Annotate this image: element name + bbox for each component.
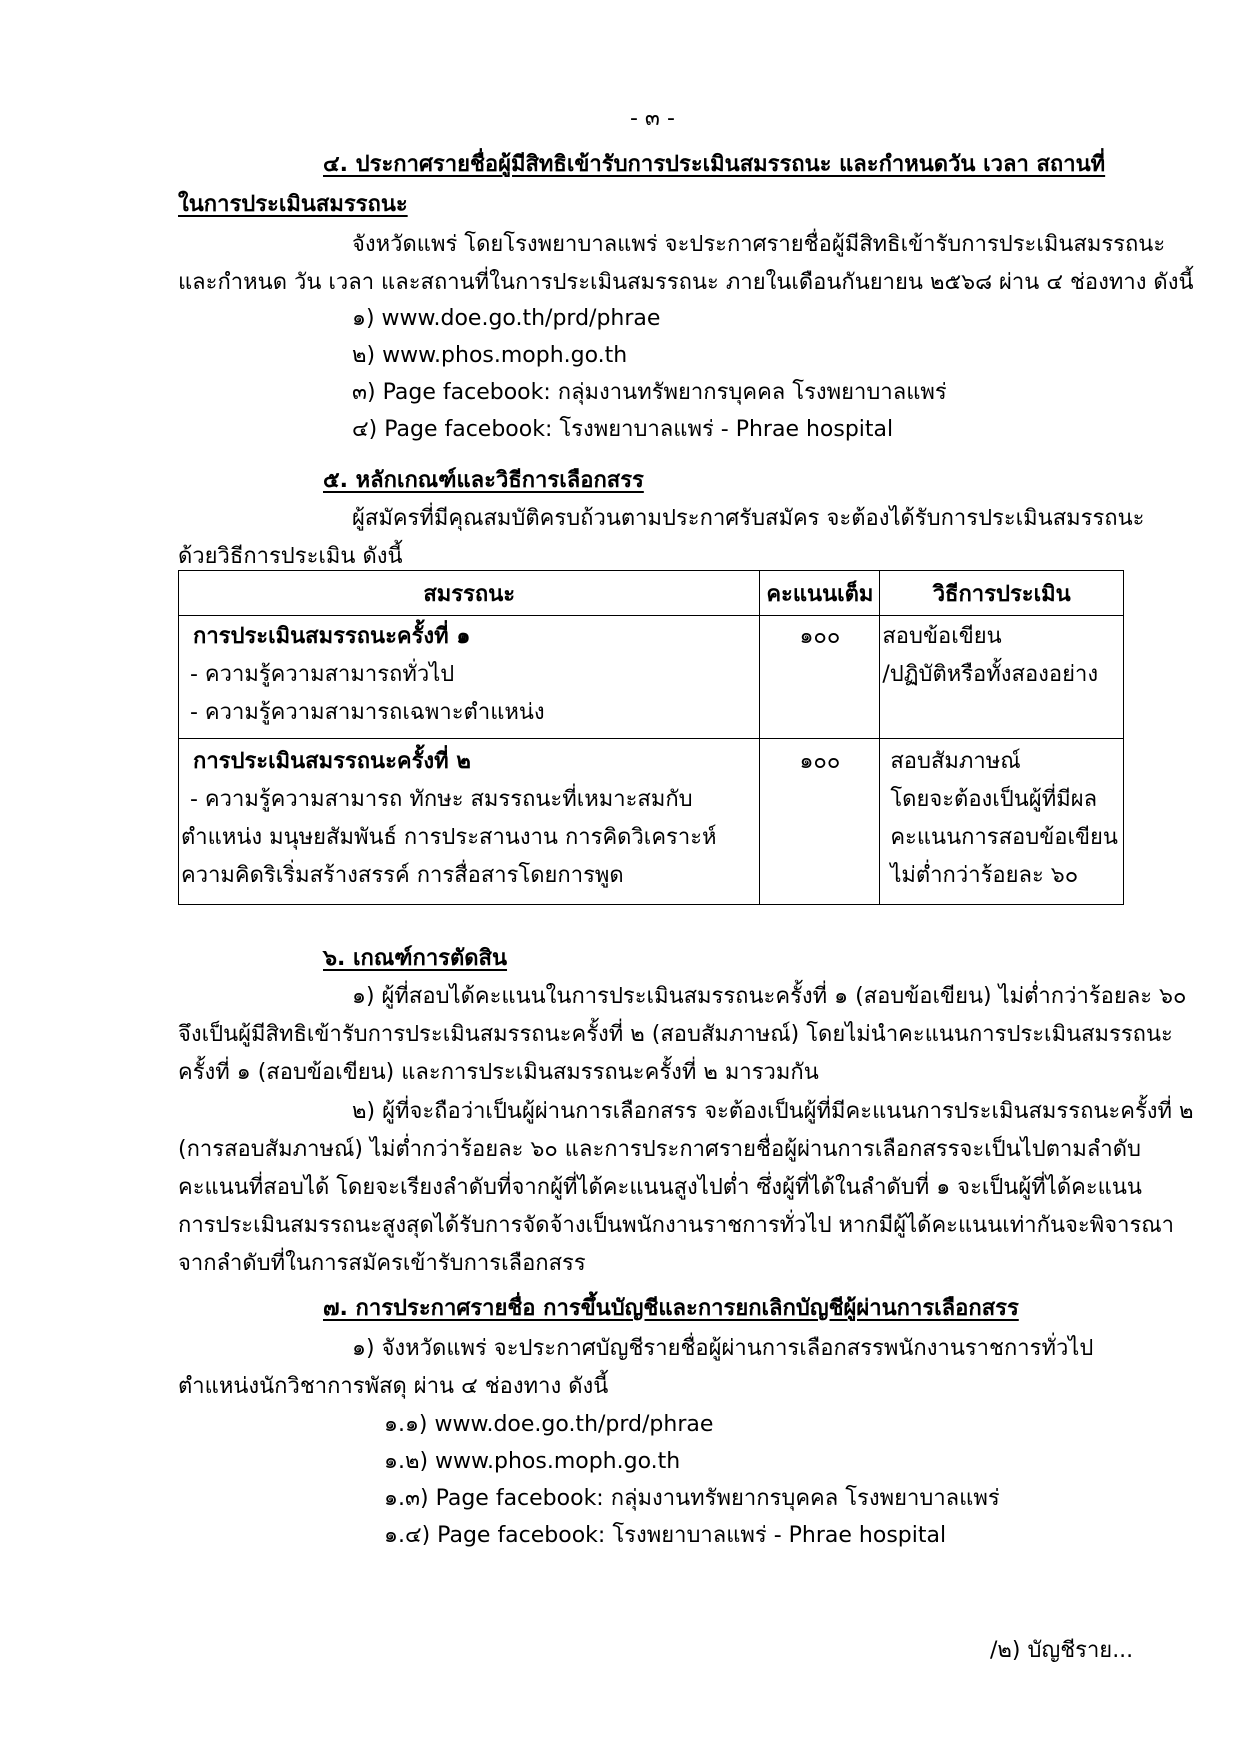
section6-item1-line: ๑) ผู้ที่สอบได้คะแนนในการประเมินสมรรถนะครั้งที่ ๑ (สอบข้อเขียน) ไม่ต่ำกว่าร้อยละ ๖๐ bbox=[352, 984, 1187, 1009]
section5-paragraph-line2: ด้วยวิธีการประเมิน ดังนี้ bbox=[178, 544, 403, 569]
method-line: สอบสัมภาษณ์ bbox=[890, 749, 1021, 774]
competency-item: ตำแหน่ง มนุษยสัมพันธ์ การประสานงาน การคิดวิเคราะห์ bbox=[181, 825, 717, 850]
section7-heading: ๗. การประกาศรายชื่อ การขึ้นบัญชีและการยกเลิกบัญชีผู้ผ่านการเลือกสรร bbox=[323, 1296, 1019, 1321]
section4-channel: ๓) Page facebook: กลุ่มงานทรัพยากรบุคคล โรงพยาบาลแพร่ bbox=[352, 380, 947, 405]
section5-heading: ๕. หลักเกณฑ์และวิธีการเลือกสรร bbox=[323, 468, 644, 493]
method-cell bbox=[880, 739, 1124, 905]
table-header-row bbox=[179, 571, 1124, 616]
section6-item2-line: การประเมินสมรรถนะสูงสุดได้รับการจัดจ้างเป็นพนักงานราชการทั่วไป หากมีผู้ได้คะแนนเท่ากันจะพิจารณา bbox=[178, 1213, 1175, 1238]
competency-title: การประเมินสมรรถนะครั้งที่ ๑ bbox=[193, 624, 471, 649]
method-line: สอบข้อเขียน bbox=[882, 624, 1002, 649]
header-competency: สมรรถนะ bbox=[179, 571, 760, 616]
competency-item: ความคิดริเริ่มสร้างสรรค์ การสื่อสารโดยการพูด bbox=[181, 863, 624, 888]
competency-item: - ความรู้ความสามารถทั่วไป bbox=[190, 662, 455, 687]
section6-heading: ๖. เกณฑ์การตัดสิน bbox=[323, 946, 508, 971]
score-cell bbox=[760, 616, 880, 739]
score-cell bbox=[760, 739, 880, 905]
section6-item2-line: จากลำดับที่ในการสมัครเข้ารับการเลือกสรร bbox=[178, 1251, 586, 1276]
method-line: ไม่ต่ำกว่าร้อยละ ๖๐ bbox=[890, 863, 1079, 888]
competency-title: การประเมินสมรรถนะครั้งที่ ๒ bbox=[193, 749, 471, 774]
section5-paragraph-line1: ผู้สมัครที่มีคุณสมบัติครบถ้วนตามประกาศรับสมัคร จะต้องได้รับการประเมินสมรรถนะ bbox=[352, 506, 1145, 531]
section4-paragraph-line1: จังหวัดแพร่ โดยโรงพยาบาลแพร่ จะประกาศรายชื่อผู้มีสิทธิเข้ารับการประเมินสมรรถนะ bbox=[352, 232, 1166, 257]
section7-channel: ๑.๔) Page facebook: โรงพยาบาลแพร่ - Phrae hospital bbox=[384, 1523, 947, 1548]
competency-cell bbox=[179, 616, 760, 739]
competency-cell bbox=[179, 739, 760, 905]
section6-item2-line: (การสอบสัมภาษณ์) ไม่ต่ำกว่าร้อยละ ๖๐ และการประกาศรายชื่อผู้ผ่านการเลือกสรรจะเป็นไปตามลำดับ bbox=[178, 1137, 1141, 1162]
score-value: ๑๐๐ bbox=[799, 624, 841, 649]
table-row bbox=[179, 739, 1124, 905]
table-row bbox=[179, 616, 1124, 739]
section4-channel: ๑) www.doe.go.th/prd/phrae bbox=[352, 306, 661, 331]
page-number: - ๓ - bbox=[630, 106, 675, 131]
section7-channel: ๑.๒) www.phos.moph.go.th bbox=[384, 1449, 681, 1474]
section7-channel: ๑.๓) Page facebook: กลุ่มงานทรัพยากรบุคคล โรงพยาบาลแพร่ bbox=[384, 1486, 1000, 1511]
method-cell bbox=[880, 616, 1124, 739]
method-line: คะแนนการสอบข้อเขียน bbox=[890, 825, 1118, 850]
section6-item2-line: คะแนนที่สอบได้ โดยจะเรียงลำดับที่จากผู้ที่ได้คะแนนสูงไปต่ำ ซึ่งผู้ที่ได้ในลำดับที่ ๑ จะเป็นผู้ที่ได้คะแนน bbox=[178, 1175, 1142, 1200]
competency-item: - ความรู้ความสามารถเฉพาะตำแหน่ง bbox=[190, 700, 545, 725]
section7-item1-line2: ตำแหน่งนักวิชาการพัสดุ ผ่าน ๔ ช่องทาง ดังนี้ bbox=[178, 1374, 609, 1399]
section7-channel: ๑.๑) www.doe.go.th/prd/phrae bbox=[384, 1412, 714, 1437]
continuation-note: /๒) บัญชีราย... bbox=[990, 1638, 1134, 1663]
section6-item1-line: ครั้งที่ ๑ (สอบข้อเขียน) และการประเมินสมรรถนะครั้งที่ ๒ มารวมกัน bbox=[178, 1060, 819, 1085]
section6-item2-line: ๒) ผู้ที่จะถือว่าเป็นผู้ผ่านการเลือกสรร จะต้องเป็นผู้ที่มีคะแนนการประเมินสมรรถนะครั้งที่ ๒ bbox=[352, 1099, 1194, 1124]
header-full-score: คะแนนเต็ม bbox=[760, 571, 880, 616]
section4-channel: ๒) www.phos.moph.go.th bbox=[352, 343, 628, 368]
competency-item: - ความรู้ความสามารถ ทักษะ สมรรถนะที่เหมาะสมกับ bbox=[190, 787, 693, 812]
section4-paragraph-line2: และกำหนด วัน เวลา และสถานที่ในการประเมินสมรรถนะ ภายในเดือนกันยายน ๒๕๖๘ ผ่าน ๔ ช่องทาง ดังนี้ bbox=[178, 270, 1194, 295]
section4-channel: ๔) Page facebook: โรงพยาบาลแพร่ - Phrae hospital bbox=[352, 417, 894, 442]
assessment-table bbox=[178, 570, 1124, 905]
section7-item1-line1: ๑) จังหวัดแพร่ จะประกาศบัญชีรายชื่อผู้ผ่านการเลือกสรรพนักงานราชการทั่วไป bbox=[352, 1336, 1094, 1361]
section4-heading: ๔. ประกาศรายชื่อผู้มีสิทธิเข้ารับการประเมินสมรรถนะ และกำหนดวัน เวลา สถานที่ bbox=[323, 152, 1106, 177]
method-line: /ปฏิบัติหรือทั้งสองอย่าง bbox=[882, 662, 1099, 687]
section4-heading-cont: ในการประเมินสมรรถนะ bbox=[178, 192, 408, 217]
score-value: ๑๐๐ bbox=[799, 749, 841, 774]
header-method: วิธีการประเมิน bbox=[880, 571, 1124, 616]
section6-item1-line: จึงเป็นผู้มีสิทธิเข้ารับการประเมินสมรรถนะครั้งที่ ๒ (สอบสัมภาษณ์) โดยไม่นำคะแนนการประเมินสมรรถนะ bbox=[178, 1022, 1173, 1047]
method-line: โดยจะต้องเป็นผู้ที่มีผล bbox=[890, 787, 1098, 812]
